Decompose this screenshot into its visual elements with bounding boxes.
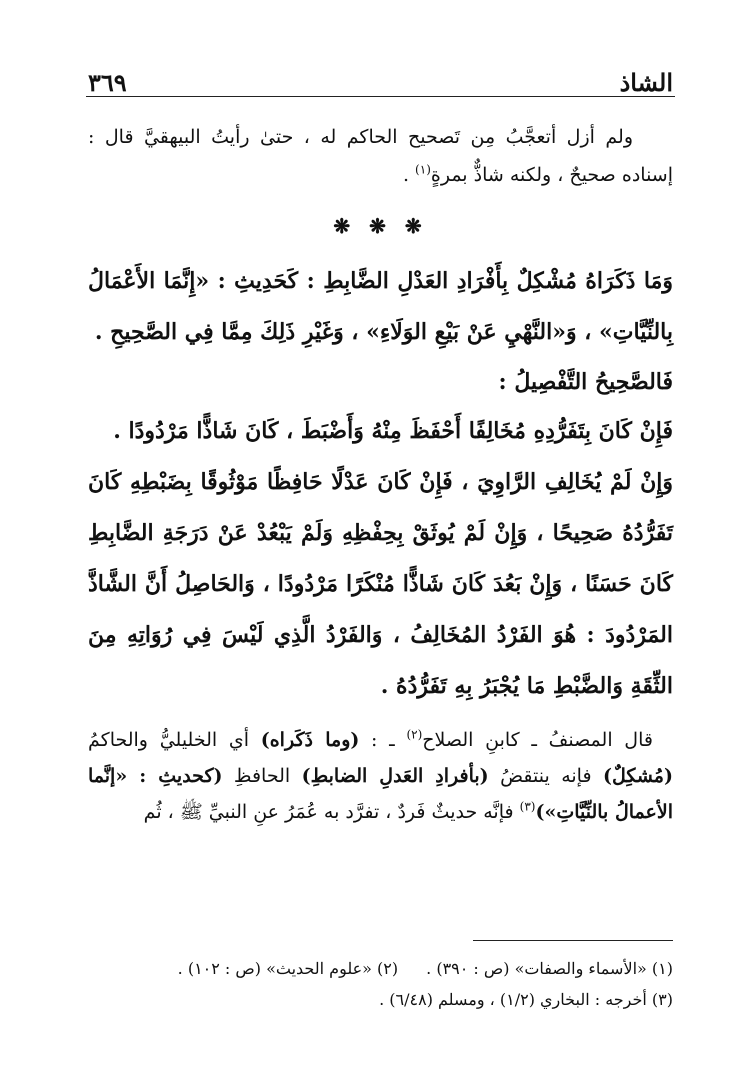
footnote-ref-3: (٣) — [519, 799, 536, 814]
quoted-matn-3: (بأفرادِ العَدلِ الضابطِ) — [301, 765, 489, 787]
commentary-text-1: قال المصنفُ ـ كابنِ الصلاح — [422, 729, 653, 751]
commentary-text-3: أي الخليليُّ والحاكمُ — [88, 729, 261, 751]
header-rule — [86, 96, 675, 97]
footnote-line-1 — [88, 953, 673, 984]
running-header — [88, 55, 673, 95]
commentary-paragraph — [88, 722, 673, 830]
quoted-matn-4: (كحديثِ : «إنَّما الأعمالُ بالنِّيَّاتِ») — [88, 765, 673, 823]
intro-paragraph — [88, 118, 673, 194]
matn-paragraph-3: فَإِنْ كَانَ بِتَفَرُّدِهِ مُخَالِفًا أَحْفَظَ مِنْهُ وَأَضْبَطَ ، كَانَ شَاذًّا مَرْدُودًا . — [113, 418, 673, 444]
page-number: ٣٦٩ — [88, 68, 127, 97]
chapter-title: الشاذ — [619, 68, 673, 97]
section-separator: ❋ ❋ ❋ — [333, 214, 428, 238]
footnote-ref-1: (١) — [415, 162, 431, 177]
commentary-text-6: فإنَّه حديثٌ فَردٌ ، تفرَّد به عُمَرُ عنِ النبيِّ ﷺ ، ثُم — [143, 801, 520, 823]
footnote-ref-2: (٢) — [406, 727, 423, 742]
footnote-2: (٢) «علوم الحديث» (ص : ١٠٢) . — [177, 959, 399, 978]
commentary-text-5: الحافظِ — [222, 765, 302, 787]
quoted-matn-1: (وما ذَكَراه) — [260, 729, 360, 751]
footnotes — [88, 953, 673, 1015]
footnote-rule — [473, 940, 673, 941]
page-body — [88, 118, 673, 830]
quoted-matn-2: (مُشكِلٌ) — [602, 765, 673, 787]
intro-end: . — [402, 164, 416, 186]
footnote-3: (٣) أخرجه : البخاري (١/٢) ، ومسلم (٦/٤٨) . — [379, 990, 673, 1009]
commentary-text-2: ـ : — [359, 729, 407, 751]
footnote-1: (١) «الأسماء والصفات» (ص : ٣٩٠) . — [426, 959, 673, 978]
matn-heading-tafsil: فَالصَّحِيحُ التَّفْصِيلُ : — [498, 369, 673, 395]
matn-paragraph-1: وَمَا ذَكَرَاهُ مُشْكِلٌ بِأَفْرَادِ العَدْلِ الضَّابِطِ : كَحَدِيثِ : «إِنَّمَا الأَعْمَالُ بِالنِّيَّاتِ» ، وَ«النَّهْيِ عَنْ بَيْعِ الوَلَاءِ» ، وَغَيْرِ ذَلِكَ مِمَّا فِي الصَّحِيحِ . — [88, 268, 673, 345]
intro-text: ولم أزل أتعجَّبُ مِن تَصحيح الحاكم له ، حتىٰ رأيتُ البيهقيَّ قال : إسناده صحيحٌ ، ولكنه شاذٌّ بمرةٍ — [88, 126, 673, 186]
commentary-text-4: فإنه ينتقضُ — [488, 765, 603, 787]
matn-paragraph-4: وَإِنْ لَمْ يُخَالِفِ الرَّاوِيَ ، فَإِنْ كَانَ عَدْلًا حَافِظًا مَوْثُوقًا بِضَبْطِهِ كَانَ تَفَرُّدُهُ صَحِيحًا ، وَإِنْ لَمْ يُوثَقْ بِحِفْظِهِ وَلَمْ يَبْعُدْ عَنْ دَرَجَةِ الضَّابِطِ كَانَ حَسَنًا ، وَإِنْ بَعُدَ كَانَ شَاذًّا مُنْكَرًا مَرْدُودًا ، وَالحَاصِلُ أَنَّ الشَّاذَّ المَرْدُودَ : هُوَ الفَرْدُ المُخَالِفُ ، وَالفَرْدُ الَّذِي لَيْسَ فِي رُوَاتِهِ مِنَ الثِّقَةِ وَالضَّبْطِ مَا يُجْبَرُ بِهِ تَفَرُّدُهُ . — [88, 469, 674, 699]
